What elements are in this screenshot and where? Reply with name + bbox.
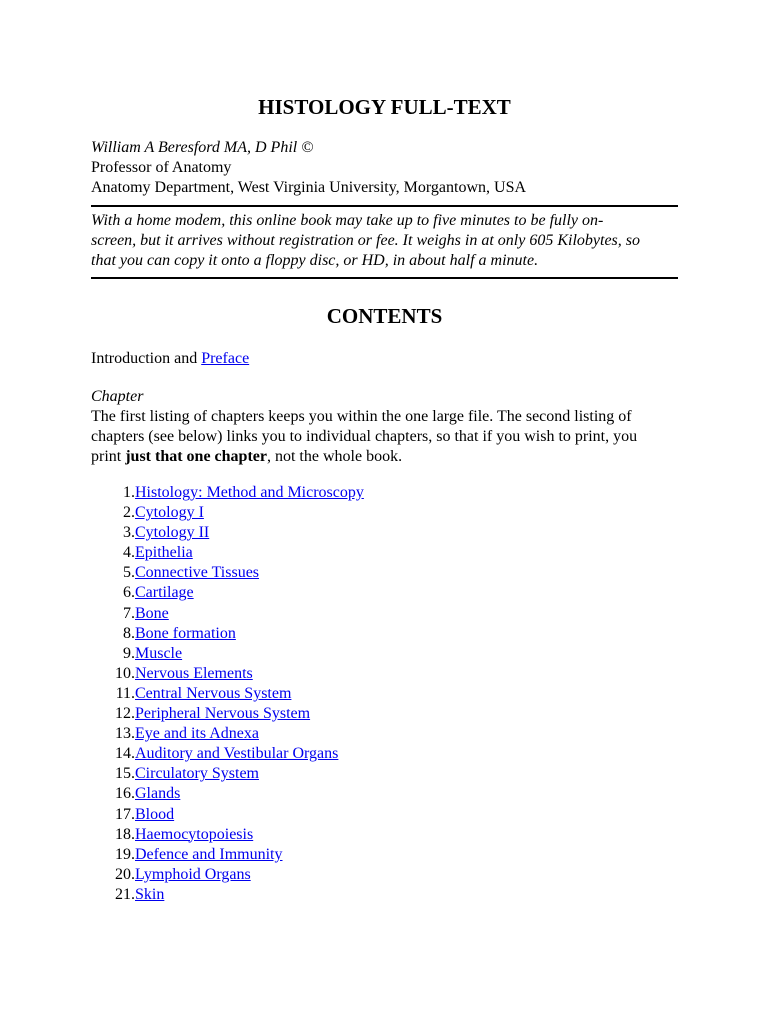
- divider-top: [91, 205, 678, 207]
- chapter-number: 5.: [123, 564, 135, 582]
- chapter-list-item: [91, 825, 678, 845]
- chapter-list-item: [91, 865, 678, 885]
- emphasis-text: just that one chapter: [125, 448, 267, 465]
- chapter-number: 21.: [115, 885, 135, 903]
- chapter-list-item: [91, 744, 678, 764]
- chapter-list-item: [91, 664, 678, 684]
- chapter-number: 14.: [115, 745, 135, 763]
- description-line: chapters (see below) links you to individual chapters, so that if you wish to print, you: [91, 428, 638, 445]
- chapter-number: 4.: [123, 544, 135, 562]
- chapter-list-item: [91, 604, 678, 624]
- chapter-link[interactable]: Skin: [135, 885, 165, 903]
- chapter-link[interactable]: Blood: [135, 805, 175, 823]
- chapter-number: 8.: [123, 624, 135, 642]
- chapter-number: 13.: [115, 725, 135, 743]
- chapter-list-item: [91, 845, 678, 865]
- chapter-link[interactable]: Bone: [135, 604, 169, 622]
- download-notice: [91, 211, 678, 271]
- chapter-number: 3.: [123, 524, 135, 542]
- author-position: Professor of Anatomy: [91, 159, 232, 176]
- author-name: William A Beresford MA, D Phil ©: [91, 139, 314, 156]
- chapter-number: 7.: [123, 604, 135, 622]
- chapter-list-item: [91, 724, 678, 744]
- chapter-number: 15.: [115, 765, 135, 783]
- chapter-list-item: [91, 644, 678, 664]
- chapter-link[interactable]: Defence and Immunity: [135, 845, 283, 863]
- chapter-number: 18.: [115, 825, 135, 843]
- chapter-list-item: [91, 624, 678, 644]
- chapter-link[interactable]: Circulatory System: [135, 765, 259, 783]
- chapter-link[interactable]: Cytology I: [135, 504, 204, 522]
- divider-bottom: [91, 277, 678, 279]
- preface-link[interactable]: Preface: [201, 350, 250, 367]
- chapter-number: 16.: [115, 785, 135, 803]
- chapter-link[interactable]: Peripheral Nervous System: [135, 705, 311, 723]
- chapter-link[interactable]: Auditory and Vestibular Organs: [135, 745, 339, 763]
- chapter-link[interactable]: Epithelia: [135, 544, 193, 562]
- description-text: print: [91, 448, 126, 465]
- chapter-link[interactable]: Muscle: [135, 644, 183, 662]
- chapter-list-item: [91, 805, 678, 825]
- chapter-label: Chapter: [91, 388, 144, 405]
- chapter-description: [91, 407, 678, 467]
- contents-heading: CONTENTS: [326, 304, 443, 328]
- chapter-list-item: [91, 684, 678, 704]
- description-line: [91, 447, 678, 467]
- chapter-link[interactable]: Histology: Method and Microscopy: [135, 484, 364, 501]
- author-affiliation: Anatomy Department, West Virginia University, Morgantown, USA: [91, 179, 527, 196]
- chapter-list-item: [91, 503, 678, 523]
- chapter-number: 6.: [123, 584, 135, 602]
- chapter-number: 10.: [115, 664, 135, 682]
- chapter-link[interactable]: Nervous Elements: [135, 664, 253, 682]
- chapter-link[interactable]: Lymphoid Organs: [135, 865, 251, 883]
- chapter-list-item: [91, 523, 678, 543]
- chapter-number: 17.: [115, 805, 135, 823]
- chapter-list: [91, 483, 678, 905]
- chapter-list-item: [91, 583, 678, 603]
- chapter-link[interactable]: Central Nervous System: [135, 684, 292, 702]
- notice-line: screen, but it arrives without registration or fee. It weighs in at only 605 Kilobytes, so: [91, 232, 640, 249]
- author-block: [91, 138, 678, 198]
- chapter-number: 2.: [123, 504, 135, 522]
- chapter-list-item: [91, 885, 678, 905]
- chapter-link[interactable]: Bone formation: [135, 624, 236, 642]
- chapter-number: 11.: [115, 684, 135, 702]
- chapter-list-item: [91, 483, 678, 503]
- chapter-link[interactable]: Cytology II: [135, 524, 210, 542]
- notice-line: With a home modem, this online book may take up to five minutes to be fully on-: [91, 212, 604, 229]
- chapter-link[interactable]: Cartilage: [135, 584, 194, 602]
- chapter-link[interactable]: Glands: [135, 785, 181, 803]
- document-page: [91, 94, 678, 905]
- chapter-list-item: [91, 764, 678, 784]
- description-line: The first listing of chapters keeps you within the one large file. The second listing of: [91, 408, 632, 425]
- chapter-list-item: [91, 563, 678, 583]
- chapter-list-item: [91, 704, 678, 724]
- description-text: , not the whole book.: [266, 448, 403, 465]
- chapter-number: 19.: [115, 845, 135, 863]
- chapter-list-item: [91, 784, 678, 804]
- chapter-number: 9.: [123, 644, 135, 662]
- chapter-link[interactable]: Connective Tissues: [135, 564, 260, 582]
- chapter-number: 12.: [115, 705, 135, 723]
- page-title: HISTOLOGY FULL-TEXT: [258, 95, 511, 119]
- chapter-list-item: [91, 543, 678, 563]
- chapter-number: 20.: [115, 865, 135, 883]
- intro-text: Introduction and: [91, 350, 202, 367]
- chapter-link[interactable]: Eye and its Adnexa: [135, 725, 259, 743]
- notice-line: that you can copy it onto a floppy disc, or HD, in about half a minute.: [91, 252, 539, 269]
- chapter-link[interactable]: Haemocytopoiesis: [135, 825, 254, 843]
- chapter-number: 1.: [123, 484, 135, 501]
- intro-line: [91, 349, 678, 369]
